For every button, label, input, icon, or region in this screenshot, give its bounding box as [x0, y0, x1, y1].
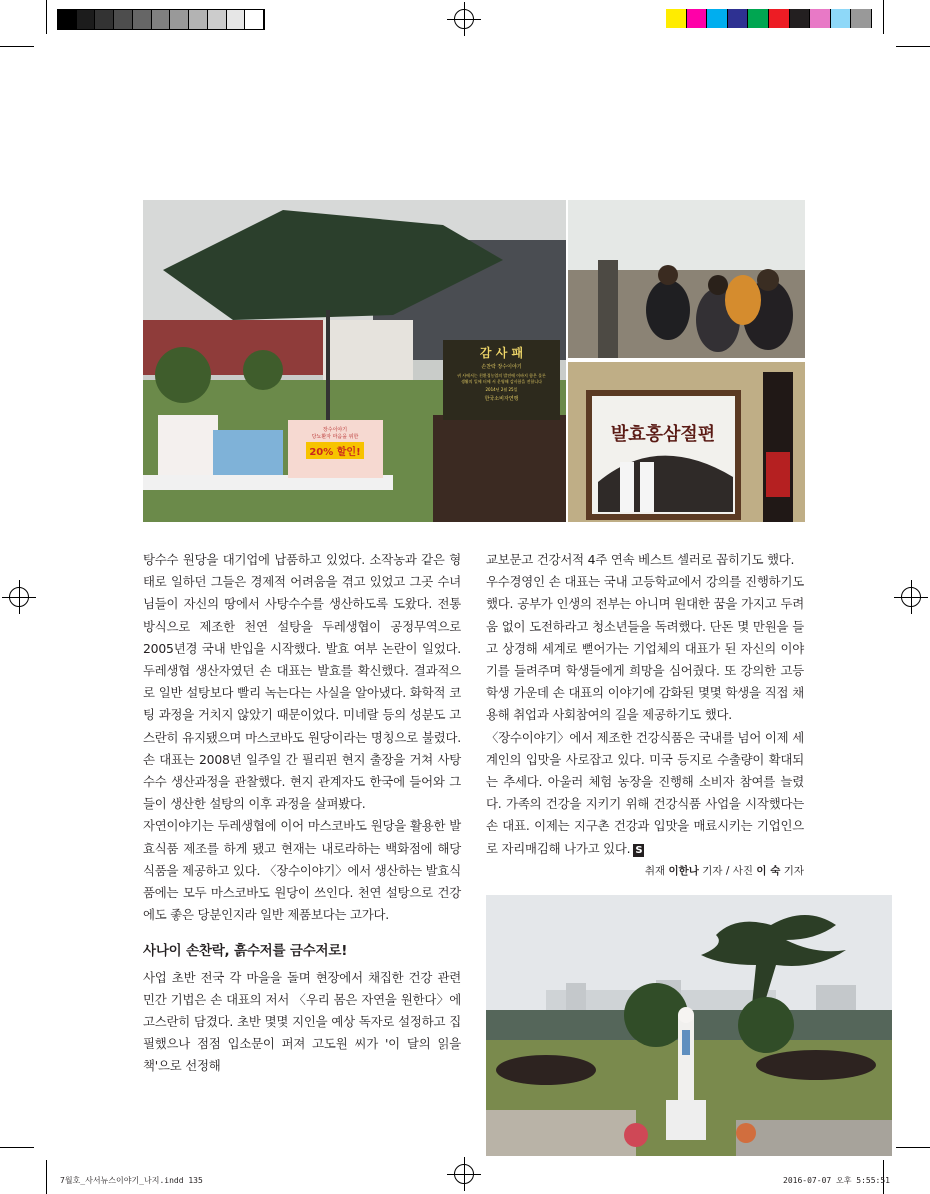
byline-writer-role: 기자 / 사진: [702, 865, 754, 877]
byline: [645, 863, 804, 878]
registration-mark-right: [901, 587, 921, 607]
grayscale-swatch: [189, 10, 208, 29]
registration-mark-top: [454, 9, 474, 29]
grayscale-swatch: [133, 10, 152, 29]
process-color-swatch: [769, 9, 790, 28]
end-mark: S: [635, 844, 643, 856]
photo-outdoor-booth: [143, 200, 566, 522]
body-paragraph: 교보문고 건강서적 4주 연속 베스트 셀러로 꼽히기도 했다.: [486, 552, 795, 567]
section-subheading: 사나이 손찬락, 흙수저를 금수저로!: [143, 943, 348, 960]
body-paragraph: 탕수수 원당을 대기업에 납품하고 있었다. 소작농과 같은 형태로 일하던 그들은 경제적 어려움을 겪고 있었고 그곳 수녀님들이 자신의 땅에서 사탕수수를 생산하도록 도왔다. 전통방식으로 제조한 천연 설탕을 두레생협이 공정무역으로 2005년경 국내 반입을 시작했다. 발효 여부 논란이 일었다. 두레생협 생산자였던 손 대표는 발효를 확신했다. 결과적으로 일반 설탕보다 빨리 녹는다는 사실을 알아냈다. 화학적 코팅 과정을 거치지 않았기 때문이었다. 미네랄 등의 성분도 고스란히 유지됐으며 마스코바도 원당이라는 명칭으로 불렸다. 손 대표는 2008년 일주일 간 필리핀 현지 출장을 거쳐 사탕수수 생산과정을 관찰했다. 현지 관계자도 한국에 들어와 그들이 생산한 설탕의 이후 과정을 살펴봤다.: [143, 552, 461, 812]
byline-prefix: 취재: [644, 865, 666, 877]
crop-mark: [0, 46, 34, 47]
crop-mark: [0, 1147, 34, 1148]
plaque: [444, 343, 559, 418]
byline-photographer: 이 숙: [756, 865, 781, 877]
plaque-title: 감 사 패: [479, 346, 524, 360]
product-box-title: 발효홍삼절편: [610, 424, 716, 445]
crop-mark: [46, 1160, 47, 1194]
plaque-date: 2014년 2월 25일: [485, 387, 518, 392]
grayscale-swatch: [170, 10, 189, 29]
plaque-line2: 귀 사에서는 친환경농업의 발전에 이바지 함은 물론: [457, 373, 546, 378]
process-color-swatch: [790, 9, 811, 28]
grayscale-swatch: [152, 10, 171, 29]
crop-mark: [896, 1147, 930, 1148]
process-color-swatch: [851, 9, 872, 28]
crop-mark: [883, 0, 884, 34]
process-color-swatch: [707, 9, 728, 28]
grayscale-swatch: [227, 10, 246, 29]
crop-mark: [896, 46, 930, 47]
body-paragraph-text: 〈장수이야기〉에서 제조한 건강식품은 국내를 넘어 이제 세계인의 입맛을 사로잡고 있다. 미국 등지로 수출량이 확대되는 추세다. 아울러 체험 농장을 진행해 소비자 참여를 늘렸다. 가족의 건강을 지키기 위해 건강식품 사업을 시작했다는 손 대표. 이제는 지구촌 건강과 입맛을 매료시키는 기업인으로 자리매김해 나가고 있다.: [486, 729, 804, 856]
plaque-line3: 생활의 일에 터에 서 운영해 감사함을 전합니다: [460, 379, 543, 384]
file-timestamp: 2016-07-07 오후 5:55:51: [783, 1176, 890, 1185]
byline-photographer-role: 기자: [783, 865, 804, 877]
photo-product-box: [568, 362, 805, 522]
grayscale-swatch: [95, 10, 114, 29]
sale-sign: [291, 422, 379, 474]
process-color-swatch: [810, 9, 831, 28]
crop-mark: [46, 0, 47, 34]
plaque-signer: 한국소비자연맹: [484, 396, 519, 402]
grayscale-swatch: [114, 10, 133, 29]
process-color-swatch: [687, 9, 708, 28]
body-paragraph: 우수경영인 손 대표는 국내 고등학교에서 강의를 진행하기도 했다. 공부가 인생의 전부는 아니며 원대한 꿈을 가지고 두려움 없이 도전하라고 청소년들을 독려했다. 단돈 몇 만원을 들고 상경해 세계로 뻗어가는 기업체의 대표가 된 자신의 이야기를 들려주며 학생들에게 희망을 심어줬다. 또 강의한 고등학생 가운데 손 대표의 이야기에 감화된 몇몇 학생을 직접 채용해 취업과 사회참여의 길을 제공하기도 했다.: [486, 574, 804, 723]
sale-sign-line2: 당뇨환자 마음을 위한: [311, 434, 359, 440]
process-color-swatch: [666, 9, 687, 28]
color-bar-process: [666, 9, 872, 28]
photo-classroom: [568, 200, 805, 358]
grayscale-swatch: [58, 10, 77, 29]
body-paragraph: [486, 727, 804, 860]
sale-sign-discount: 20% 할인!: [306, 442, 363, 459]
process-color-swatch: [831, 9, 852, 28]
body-paragraph: 사업 초반 전국 각 마을을 돌며 현장에서 채집한 건강 관련 민간 기법은 손 대표의 저서 〈우리 몸은 자연을 원한다〉에 고스란히 담겼다. 초반 몇몇 지인을 예상 독자로 설정하고 집필했으나 점점 입소문이 퍼져 고도원 씨가 '이 달의 읽을 책'으로 선정해: [143, 969, 461, 1074]
process-color-swatch: [728, 9, 749, 28]
grayscale-swatch: [245, 10, 264, 29]
file-slug: 7월호_사서뉴스이야기_나지.indd 135: [60, 1176, 203, 1185]
byline-writer: 이한나: [668, 865, 699, 877]
body-paragraph: 자연이야기는 두레생협에 이어 마스코바도 원당을 활용한 발효식품 제조를 하게 됐고 현재는 내로라하는 백화점에 해당 식품을 제공하고 있다. 〈장수이야기〉에서 생산하는 발효식품에는 모두 마스코바도 원당이 쓰인다. 천연 설탕으로 건강에도 좋은 당분인지라 일반 제품보다는 고가다.: [143, 818, 461, 923]
color-bar-grayscale: [57, 9, 265, 30]
grayscale-swatch: [208, 10, 227, 29]
sale-sign-line1: 장수이야기: [322, 427, 348, 433]
registration-mark-left: [9, 587, 29, 607]
photo-garden-statue: [486, 895, 892, 1156]
article-left-column: [143, 549, 461, 1078]
process-color-swatch: [748, 9, 769, 28]
plaque-line1: 손찬락 장수이야기: [481, 364, 522, 370]
registration-mark-bottom: [454, 1164, 474, 1184]
grayscale-swatch: [77, 10, 96, 29]
article-right-column: [486, 549, 804, 860]
